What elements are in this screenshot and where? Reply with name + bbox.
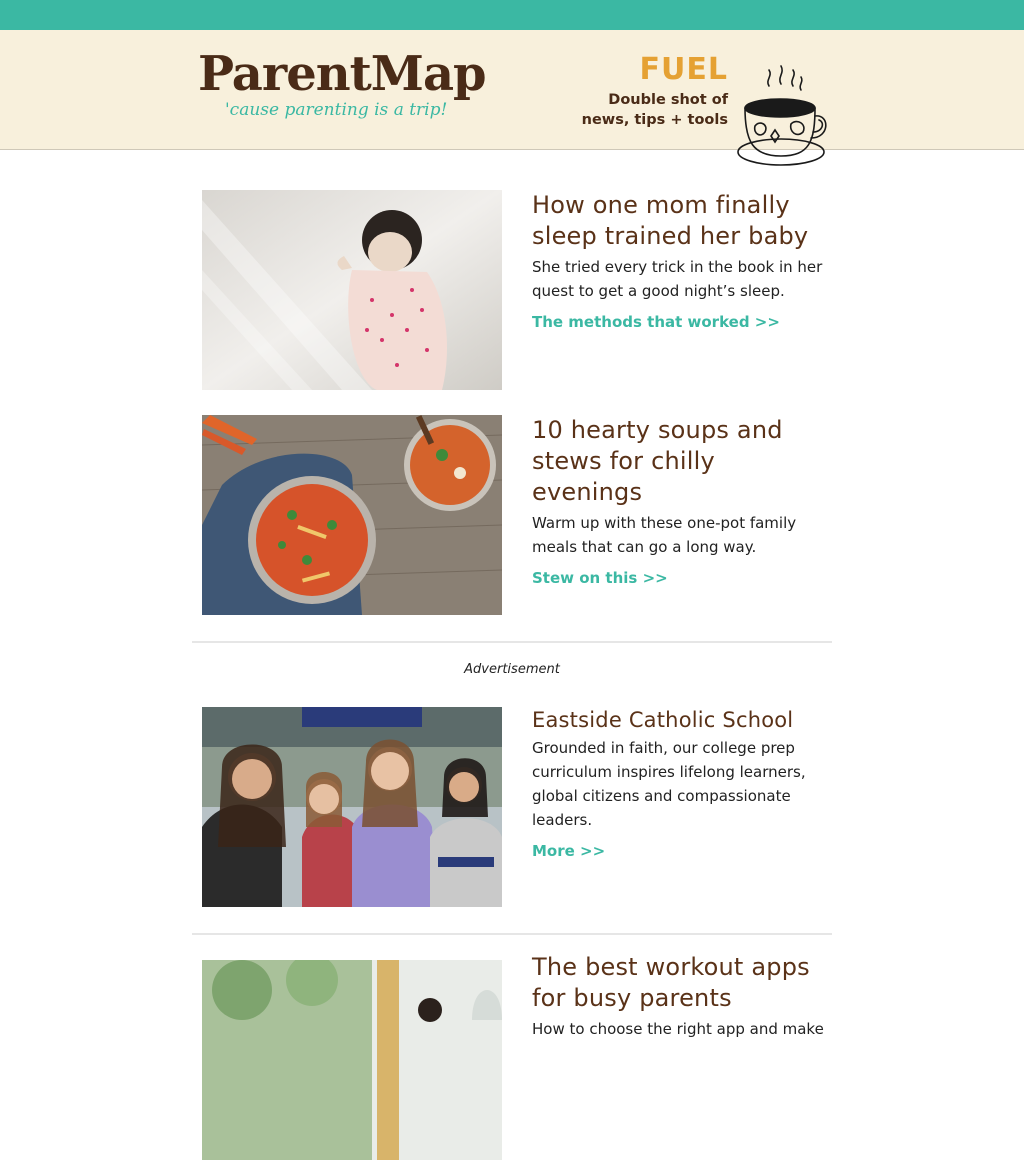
article-link[interactable]: Stew on this >> xyxy=(532,569,668,587)
ad-image-students-group[interactable] xyxy=(202,707,502,907)
parentmap-logo[interactable]: ParentMap xyxy=(198,46,486,102)
article-link[interactable]: The methods that worked >> xyxy=(532,313,780,331)
section-divider xyxy=(192,641,832,643)
article-title[interactable]: The best workout apps for busy parents xyxy=(532,953,810,1012)
article-image-sleeping-baby[interactable] xyxy=(202,190,502,390)
coffee-cup-icon xyxy=(735,64,829,172)
advertisement-text xyxy=(532,707,832,860)
advertisement-link[interactable]: More >> xyxy=(532,842,606,860)
article-text xyxy=(532,952,832,1041)
top-accent-bar xyxy=(0,0,1024,30)
section-divider xyxy=(192,933,832,935)
advertisement-label: Advertisement xyxy=(464,662,560,677)
fuel-title: FUEL xyxy=(639,52,728,87)
article-image-soup-pot[interactable] xyxy=(202,415,502,615)
advertisement-description: Grounded in faith, our college prep curriculum inspires lifelong learners, global citizens and compassionate leaders. xyxy=(532,739,806,829)
newsletter-header xyxy=(0,30,1024,150)
fuel-subtitle-line1: Double shot of xyxy=(608,92,728,108)
advertisement-title[interactable]: Eastside Catholic School xyxy=(532,708,794,732)
article-text xyxy=(532,190,832,331)
article-title[interactable]: 10 hearty soups and stews for chilly evenings xyxy=(532,416,783,506)
article-title[interactable]: How one mom finally sleep trained her baby xyxy=(532,191,809,250)
fuel-subtitle-line2: news, tips + tools xyxy=(581,112,728,128)
fuel-subtitle xyxy=(528,90,728,130)
article-image-workout-woman[interactable] xyxy=(202,960,502,1160)
article-description: Warm up with these one-pot family meals that can go a long way. xyxy=(532,514,797,556)
article-description: How to choose the right app and make xyxy=(532,1020,824,1038)
article-description: She tried every trick in the book in her quest to get a good night’s sleep. xyxy=(532,258,823,300)
logo-tagline: 'cause parenting is a trip! xyxy=(225,100,448,120)
article-text xyxy=(532,415,832,587)
